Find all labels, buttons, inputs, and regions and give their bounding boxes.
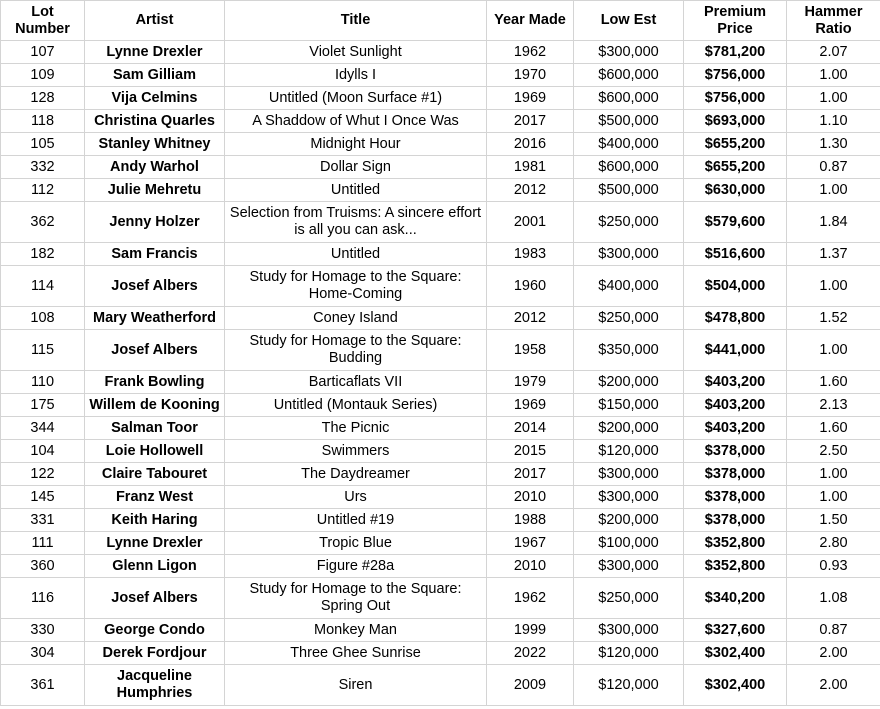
table-row [1, 555, 880, 578]
hammer-ratio-cell: 1.30 [787, 133, 880, 156]
artist-cell: Christina Quarles [85, 110, 225, 133]
low-est-cell: $120,000 [574, 665, 684, 706]
lot-number-cell: 109 [1, 64, 85, 87]
hammer-ratio-cell: 1.10 [787, 110, 880, 133]
year-made-cell: 2001 [487, 202, 574, 243]
header-premium-price: Premium Price [684, 1, 787, 41]
year-made-cell: 2022 [487, 642, 574, 665]
low-est-cell: $250,000 [574, 202, 684, 243]
year-made-cell: 1969 [487, 394, 574, 417]
premium-price-cell: $756,000 [684, 64, 787, 87]
table-row [1, 665, 880, 706]
hammer-ratio-cell: 2.00 [787, 642, 880, 665]
hammer-ratio-cell: 2.00 [787, 665, 880, 706]
premium-price-cell: $378,000 [684, 486, 787, 509]
low-est-cell: $120,000 [574, 440, 684, 463]
low-est-cell: $300,000 [574, 486, 684, 509]
table-row [1, 243, 880, 266]
table-row [1, 532, 880, 555]
lot-number-cell: 360 [1, 555, 85, 578]
low-est-cell: $250,000 [574, 307, 684, 330]
title-cell: Untitled (Montauk Series) [225, 394, 487, 417]
artist-cell: Lynne Drexler [85, 532, 225, 555]
table-row [1, 87, 880, 110]
table-row [1, 509, 880, 532]
table-row [1, 486, 880, 509]
header-hammer-ratio: Hammer Ratio [787, 1, 880, 41]
title-cell: Untitled [225, 243, 487, 266]
premium-price-cell: $403,200 [684, 371, 787, 394]
year-made-cell: 1962 [487, 578, 574, 619]
low-est-cell: $300,000 [574, 619, 684, 642]
year-made-cell: 1979 [487, 371, 574, 394]
year-made-cell: 2010 [487, 555, 574, 578]
table-row [1, 463, 880, 486]
table-row [1, 394, 880, 417]
year-made-cell: 1983 [487, 243, 574, 266]
title-cell: Tropic Blue [225, 532, 487, 555]
lot-number-cell: 122 [1, 463, 85, 486]
hammer-ratio-cell: 2.50 [787, 440, 880, 463]
artist-cell: Lynne Drexler [85, 41, 225, 64]
low-est-cell: $100,000 [574, 532, 684, 555]
artist-cell: Julie Mehretu [85, 179, 225, 202]
title-cell: Barticaflats VII [225, 371, 487, 394]
year-made-cell: 1970 [487, 64, 574, 87]
header-artist: Artist [85, 1, 225, 41]
artist-cell: Salman Toor [85, 417, 225, 440]
premium-price-cell: $756,000 [684, 87, 787, 110]
artist-cell: George Condo [85, 619, 225, 642]
table-row [1, 202, 880, 243]
low-est-cell: $300,000 [574, 41, 684, 64]
low-est-cell: $300,000 [574, 463, 684, 486]
artist-cell: Frank Bowling [85, 371, 225, 394]
premium-price-cell: $781,200 [684, 41, 787, 64]
title-cell: Swimmers [225, 440, 487, 463]
lot-number-cell: 108 [1, 307, 85, 330]
artist-cell: Jacqueline Humphries [85, 665, 225, 706]
title-cell: Study for Homage to the Square: Budding [225, 330, 487, 371]
year-made-cell: 2015 [487, 440, 574, 463]
artist-cell: Sam Francis [85, 243, 225, 266]
header-row [1, 1, 880, 41]
premium-price-cell: $378,000 [684, 509, 787, 532]
artist-cell: Loie Hollowell [85, 440, 225, 463]
lot-number-cell: 111 [1, 532, 85, 555]
low-est-cell: $150,000 [574, 394, 684, 417]
lot-number-cell: 145 [1, 486, 85, 509]
hammer-ratio-cell: 2.80 [787, 532, 880, 555]
title-cell: Study for Homage to the Square: Spring Out [225, 578, 487, 619]
premium-price-cell: $579,600 [684, 202, 787, 243]
table-row [1, 330, 880, 371]
premium-price-cell: $655,200 [684, 133, 787, 156]
premium-price-cell: $516,600 [684, 243, 787, 266]
table-row [1, 440, 880, 463]
hammer-ratio-cell: 1.00 [787, 463, 880, 486]
low-est-cell: $500,000 [574, 110, 684, 133]
artist-cell: Franz West [85, 486, 225, 509]
year-made-cell: 1969 [487, 87, 574, 110]
low-est-cell: $400,000 [574, 133, 684, 156]
premium-price-cell: $693,000 [684, 110, 787, 133]
title-cell: Study for Homage to the Square: Home-Coming [225, 266, 487, 307]
low-est-cell: $300,000 [574, 555, 684, 578]
artist-cell: Vija Celmins [85, 87, 225, 110]
lot-number-cell: 330 [1, 619, 85, 642]
artist-cell: Stanley Whitney [85, 133, 225, 156]
year-made-cell: 1967 [487, 532, 574, 555]
table-row [1, 133, 880, 156]
hammer-ratio-cell: 1.60 [787, 417, 880, 440]
title-cell: Untitled (Moon Surface #1) [225, 87, 487, 110]
year-made-cell: 2010 [487, 486, 574, 509]
premium-price-cell: $327,600 [684, 619, 787, 642]
year-made-cell: 1962 [487, 41, 574, 64]
lot-number-cell: 332 [1, 156, 85, 179]
premium-price-cell: $302,400 [684, 642, 787, 665]
lot-number-cell: 114 [1, 266, 85, 307]
premium-price-cell: $378,000 [684, 440, 787, 463]
lot-number-cell: 118 [1, 110, 85, 133]
hammer-ratio-cell: 0.93 [787, 555, 880, 578]
premium-price-cell: $403,200 [684, 394, 787, 417]
lot-number-cell: 344 [1, 417, 85, 440]
lot-number-cell: 128 [1, 87, 85, 110]
artist-cell: Sam Gilliam [85, 64, 225, 87]
table-row [1, 64, 880, 87]
hammer-ratio-cell: 1.00 [787, 87, 880, 110]
artist-cell: Andy Warhol [85, 156, 225, 179]
low-est-cell: $300,000 [574, 243, 684, 266]
hammer-ratio-cell: 1.52 [787, 307, 880, 330]
table-row [1, 179, 880, 202]
year-made-cell: 2016 [487, 133, 574, 156]
lot-number-cell: 182 [1, 243, 85, 266]
year-made-cell: 2012 [487, 179, 574, 202]
hammer-ratio-cell: 1.00 [787, 64, 880, 87]
lot-number-cell: 112 [1, 179, 85, 202]
lot-number-cell: 107 [1, 41, 85, 64]
hammer-ratio-cell: 1.00 [787, 486, 880, 509]
low-est-cell: $600,000 [574, 156, 684, 179]
artist-cell: Josef Albers [85, 578, 225, 619]
title-cell: Three Ghee Sunrise [225, 642, 487, 665]
year-made-cell: 1958 [487, 330, 574, 371]
low-est-cell: $200,000 [574, 371, 684, 394]
table-row [1, 619, 880, 642]
lot-number-cell: 105 [1, 133, 85, 156]
title-cell: Figure #28a [225, 555, 487, 578]
artist-cell: Jenny Holzer [85, 202, 225, 243]
low-est-cell: $350,000 [574, 330, 684, 371]
artist-cell: Glenn Ligon [85, 555, 225, 578]
title-cell: Coney Island [225, 307, 487, 330]
artist-cell: Willem de Kooning [85, 394, 225, 417]
artist-cell: Keith Haring [85, 509, 225, 532]
table-body [1, 41, 880, 706]
premium-price-cell: $403,200 [684, 417, 787, 440]
title-cell: Dollar Sign [225, 156, 487, 179]
year-made-cell: 1999 [487, 619, 574, 642]
lot-number-cell: 104 [1, 440, 85, 463]
hammer-ratio-cell: 0.87 [787, 156, 880, 179]
table-row [1, 156, 880, 179]
title-cell: Monkey Man [225, 619, 487, 642]
year-made-cell: 2009 [487, 665, 574, 706]
lot-number-cell: 362 [1, 202, 85, 243]
table-row [1, 110, 880, 133]
lot-number-cell: 116 [1, 578, 85, 619]
title-cell: Untitled #19 [225, 509, 487, 532]
table-row [1, 417, 880, 440]
premium-price-cell: $630,000 [684, 179, 787, 202]
premium-price-cell: $378,000 [684, 463, 787, 486]
hammer-ratio-cell: 1.37 [787, 243, 880, 266]
lot-number-cell: 304 [1, 642, 85, 665]
title-cell: Urs [225, 486, 487, 509]
artist-cell: Derek Fordjour [85, 642, 225, 665]
title-cell: Untitled [225, 179, 487, 202]
low-est-cell: $400,000 [574, 266, 684, 307]
year-made-cell: 1960 [487, 266, 574, 307]
hammer-ratio-cell: 1.60 [787, 371, 880, 394]
artist-cell: Mary Weatherford [85, 307, 225, 330]
hammer-ratio-cell: 2.13 [787, 394, 880, 417]
title-cell: Midnight Hour [225, 133, 487, 156]
table-row [1, 266, 880, 307]
header-year-made: Year Made [487, 1, 574, 41]
title-cell: The Picnic [225, 417, 487, 440]
header-lot-number: Lot Number [1, 1, 85, 41]
table-row [1, 371, 880, 394]
artist-cell: Claire Tabouret [85, 463, 225, 486]
title-cell: Violet Sunlight [225, 41, 487, 64]
low-est-cell: $120,000 [574, 642, 684, 665]
hammer-ratio-cell: 2.07 [787, 41, 880, 64]
low-est-cell: $600,000 [574, 64, 684, 87]
low-est-cell: $600,000 [574, 87, 684, 110]
hammer-ratio-cell: 1.50 [787, 509, 880, 532]
year-made-cell: 2014 [487, 417, 574, 440]
hammer-ratio-cell: 1.84 [787, 202, 880, 243]
hammer-ratio-cell: 1.00 [787, 330, 880, 371]
table-row [1, 41, 880, 64]
hammer-ratio-cell: 0.87 [787, 619, 880, 642]
header-title: Title [225, 1, 487, 41]
premium-price-cell: $655,200 [684, 156, 787, 179]
header-low-est: Low Est [574, 1, 684, 41]
title-cell: A Shaddow of Whut I Once Was [225, 110, 487, 133]
artist-cell: Josef Albers [85, 266, 225, 307]
premium-price-cell: $302,400 [684, 665, 787, 706]
title-cell: Idylls I [225, 64, 487, 87]
table-row [1, 642, 880, 665]
premium-price-cell: $478,800 [684, 307, 787, 330]
premium-price-cell: $352,800 [684, 555, 787, 578]
low-est-cell: $500,000 [574, 179, 684, 202]
premium-price-cell: $441,000 [684, 330, 787, 371]
premium-price-cell: $504,000 [684, 266, 787, 307]
title-cell: Siren [225, 665, 487, 706]
low-est-cell: $200,000 [574, 509, 684, 532]
lot-number-cell: 361 [1, 665, 85, 706]
lot-number-cell: 331 [1, 509, 85, 532]
year-made-cell: 2012 [487, 307, 574, 330]
table-row [1, 578, 880, 619]
table-row [1, 307, 880, 330]
title-cell: Selection from Truisms: A sincere effort is all you can ask... [225, 202, 487, 243]
lot-number-cell: 115 [1, 330, 85, 371]
hammer-ratio-cell: 1.00 [787, 179, 880, 202]
artist-cell: Josef Albers [85, 330, 225, 371]
year-made-cell: 1988 [487, 509, 574, 532]
low-est-cell: $250,000 [574, 578, 684, 619]
hammer-ratio-cell: 1.08 [787, 578, 880, 619]
hammer-ratio-cell: 1.00 [787, 266, 880, 307]
year-made-cell: 1981 [487, 156, 574, 179]
year-made-cell: 2017 [487, 463, 574, 486]
year-made-cell: 2017 [487, 110, 574, 133]
title-cell: The Daydreamer [225, 463, 487, 486]
premium-price-cell: $352,800 [684, 532, 787, 555]
lot-number-cell: 175 [1, 394, 85, 417]
lot-number-cell: 110 [1, 371, 85, 394]
premium-price-cell: $340,200 [684, 578, 787, 619]
low-est-cell: $200,000 [574, 417, 684, 440]
